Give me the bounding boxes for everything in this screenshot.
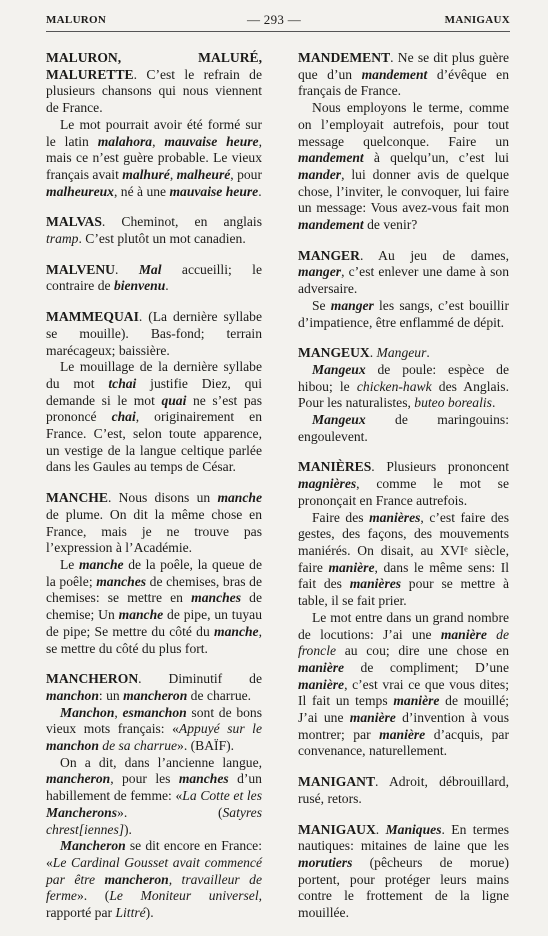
text-run: (pêcheurs de morue) portent, pour protéger leurs mains contre le frottement de la ligne mouillée.: [298, 854, 509, 921]
entry-paragraph: [298, 610, 509, 760]
emphasis: manières: [349, 576, 402, 592]
entry-paragraph: [46, 309, 262, 359]
text-run: Le: [60, 556, 79, 572]
text-run: ,: [152, 133, 165, 149]
italic-text: Le Moniteur universel: [109, 888, 259, 904]
entry-paragraph: [298, 345, 509, 362]
text-run: . (La dernière syllabe se mouille). Bas-fond; terrain marécageux; baissière.: [46, 309, 262, 358]
entry-paragraph: [46, 755, 262, 839]
italic-text: Satyres chrest[iennes]: [46, 804, 262, 837]
text-run: , c’est enlever une dame à son adversaire.: [298, 264, 509, 297]
emphasis: Mangeux: [312, 361, 366, 377]
text-run: de mouillé; J’ai une: [298, 693, 510, 726]
entry-paragraph: [46, 214, 262, 247]
text-run: ,: [114, 704, 123, 720]
text-run: Le mot entre dans un grand nombre de locutions: J’ai une: [298, 609, 509, 642]
text-run: ).: [145, 905, 154, 921]
text-run: .: [375, 821, 386, 837]
emphasis: Maniques: [385, 821, 442, 837]
entry-paragraph: [46, 262, 262, 295]
text-run: pour se mettre à table, il se fait prier.: [298, 576, 509, 609]
entry-manigant: [298, 774, 509, 807]
headword: MANIGAUX: [298, 821, 376, 837]
text-run: d’un habillement de femme: «: [46, 771, 262, 804]
emphasis: mauvaise heure: [164, 133, 259, 149]
running-head-left: MALURON: [46, 14, 107, 26]
text-run: .: [258, 183, 262, 199]
entry-paragraph: [46, 838, 262, 922]
emphasis: morutiers: [298, 854, 353, 870]
text-run: , né à une: [113, 183, 170, 199]
text-run: , se mettre du côté du plus fort.: [46, 623, 262, 656]
entry-paragraph: [298, 412, 509, 445]
text-run: , rapporté par: [46, 888, 262, 921]
emphasis: magnières: [298, 476, 357, 492]
italic-text: Littré: [115, 905, 146, 921]
text-run: Le mot pourrait avoir été formé sur le latin: [46, 116, 262, 149]
entry-manigaux: [298, 822, 509, 922]
entry-paragraph: [46, 117, 262, 201]
entry-paragraph: [298, 362, 509, 412]
text-run: . Ne se dit plus guère que d’un: [298, 50, 509, 82]
emphasis: mandement: [361, 66, 428, 82]
text-run: d’acquis, par convenance, naturellement.: [298, 726, 509, 759]
text-run: de maringouins: engoulevent.: [298, 412, 509, 444]
text-run: , lui donner avis de quelque chose, l’inviter, le convoquer, lui faire un message: Vous avez-vous fait mon: [298, 166, 509, 216]
text-run: accueilli; le contraire de: [46, 261, 262, 294]
text-run: ». (BAÏF).: [177, 738, 235, 754]
text-run: d’évêque en français de France.: [298, 66, 509, 99]
text-run: . C’est le refrain de plusieurs chansons qui nous viennent de France.: [46, 66, 262, 116]
text-run: de venir?: [363, 217, 418, 233]
italic-text: Appuyé sur le: [178, 721, 262, 737]
headword: MANGER: [298, 247, 360, 263]
page-number: — 293 —: [246, 12, 302, 27]
headword: MANCHERON: [46, 671, 139, 687]
text-run: ». (: [117, 804, 223, 820]
text-run: ).: [124, 821, 132, 837]
text-run: .: [165, 278, 169, 294]
emphasis: manières: [369, 509, 421, 525]
text-run: de compliment; D’une: [344, 659, 509, 675]
entry-manieres: [298, 459, 509, 760]
text-run: Nous employons le terme, comme on l’employait autrefois, pour tout message quelconque. Faire un: [298, 100, 509, 149]
emphasis: manière: [379, 726, 426, 742]
emphasis: mauvaise heure: [169, 183, 259, 199]
entry-paragraph: [46, 490, 262, 557]
text-run: au cou; dire une chose en: [336, 643, 509, 659]
emphasis: manière: [298, 659, 345, 675]
headword: MANIGANT: [298, 774, 376, 790]
text-run: justifie Diez, qui demande si le mot: [46, 375, 262, 408]
italic-text: buteo borealis: [414, 395, 492, 411]
entry-paragraph: [298, 774, 509, 807]
text-run: .: [426, 345, 430, 361]
text-run: , originairement en France. C’est, selon toute apparence, un vestige de la langue celtique parlée dans les Gaules au temps de César.: [46, 409, 262, 475]
text-run: .: [491, 395, 496, 411]
emphasis: tchai: [108, 375, 137, 391]
italic-text: de froncle: [298, 626, 509, 659]
text-run: , c’est vrai ce que vous dites; Il fait un temps: [298, 676, 509, 709]
entry-paragraph: [298, 510, 509, 610]
emphasis: manière: [440, 626, 487, 642]
headword: MANCHE: [46, 490, 108, 506]
text-run: ne s’est pas prononcé: [46, 392, 262, 425]
text-run: de la poêle, la queue de la poêle;: [46, 556, 262, 589]
entry-malvas: [46, 214, 262, 247]
entry-mangeux: [298, 345, 509, 445]
emphasis: mandement: [298, 217, 364, 233]
text-run: de poule: espèce de hibou; le: [298, 361, 509, 394]
emphasis: Mancherons: [46, 804, 118, 820]
text-run: de plume. On dit la même chose en France, mais je ne trouve pas l’expression à l’Académie.: [46, 506, 262, 556]
entry-maluron: [46, 50, 262, 200]
text-run: : un: [98, 687, 124, 703]
text-run: d’invention à vous montrer; par: [298, 710, 509, 742]
entry-manche: [46, 490, 262, 657]
right-column: [298, 50, 509, 936]
emphasis: manger: [330, 297, 374, 313]
entry-paragraph: [298, 822, 509, 922]
emphasis: Mancheron: [60, 838, 126, 854]
headword: MAMMEQUAI: [46, 309, 139, 325]
italic-text: tramp: [46, 231, 79, 247]
headword: MALVENU: [46, 261, 115, 277]
emphasis: mancheron: [123, 687, 188, 703]
text-run: . Plusieurs prononcent: [371, 459, 509, 475]
entry-paragraph: [46, 50, 262, 117]
emphasis: bienvenu: [113, 278, 166, 294]
emphasis: manches: [96, 573, 147, 589]
text-run: de pipe, un tuyau de pipe; Se mettre du côté du: [46, 607, 262, 639]
text-run: .: [369, 345, 377, 361]
entry-paragraph: [46, 671, 262, 704]
emphasis: Mal: [138, 261, 162, 277]
emphasis: manche: [78, 556, 124, 572]
entry-manger: [298, 248, 509, 332]
headword: MANGEUX: [298, 345, 370, 361]
text-run: , pour: [230, 166, 263, 182]
entry-malvenu: [46, 262, 262, 295]
emphasis: malhuré: [122, 166, 170, 182]
text-run: des Anglais. Pour les naturalistes,: [298, 378, 509, 411]
text-run: , c’est faire des gestes, des façons, des mouvements maniérés. On disait, au XVIᵉ siècle, faire: [298, 509, 509, 575]
text-run: sont de bons vieux mots français: «: [46, 704, 263, 737]
entry-paragraph: [298, 100, 509, 234]
text-run: ,: [169, 166, 177, 182]
italic-text: Mangeur: [376, 345, 427, 361]
emphasis: manière: [393, 693, 440, 709]
emphasis: manière: [349, 710, 396, 726]
text-run: , comme le mot se prononçait en France autrefois.: [298, 476, 509, 508]
text-run: les sangs, c’est bouillir d’impatience, être enflammé de dépit.: [298, 297, 509, 330]
text-run: . Au jeu de dames,: [359, 247, 509, 263]
italic-text: La Cotte et les: [182, 788, 262, 804]
italic-text: chicken-hawk: [356, 378, 432, 394]
running-head-right: MANIGAUX: [444, 14, 510, 26]
emphasis: Manchon: [60, 704, 115, 720]
text-run: , pour les: [110, 771, 179, 787]
text-run: . C’est plutôt un mot canadien.: [78, 231, 246, 247]
emphasis: manger: [298, 264, 342, 280]
headword: MANIÈRES: [298, 459, 372, 475]
left-column: [46, 50, 262, 936]
text-run: , dans le même sens: Il fait des: [298, 559, 510, 592]
emphasis: chai: [111, 409, 136, 425]
entry-mammequai: [46, 309, 262, 476]
emphasis: malahora: [97, 133, 153, 149]
text-run: . Diminutif de: [138, 671, 262, 687]
emphasis: manière: [298, 676, 345, 692]
emphasis: manches: [178, 771, 229, 787]
emphasis: quai: [161, 392, 187, 408]
text-run: , mais ce n’est guère probable. Le vieux français avait: [46, 133, 262, 182]
emphasis: manche: [214, 623, 259, 639]
text-run: de chemises, bras de chemises: se mettre en: [46, 573, 262, 606]
emphasis: Mangeux: [312, 412, 366, 428]
emphasis: manche: [217, 490, 262, 506]
text-run: . Nous disons un: [107, 490, 218, 506]
italic-text: Le Cardinal Gousset avait commencé par être: [46, 854, 262, 887]
entry-paragraph: [46, 359, 262, 476]
text-run: ». (: [76, 888, 110, 904]
text-run: Le mouillage de la dernière syllabe du mot: [46, 359, 262, 391]
text-run: Faire des: [312, 509, 370, 525]
entry-paragraph: [46, 705, 262, 755]
entry-mandement: [298, 50, 509, 234]
text-run: Se: [312, 297, 331, 313]
text-run: à quelqu’un, c’est lui: [363, 150, 509, 166]
entry-paragraph: [298, 50, 509, 100]
text-run: . Adroit, débrouillard, rusé, retors.: [298, 774, 509, 806]
entry-mancheron: [46, 671, 262, 922]
italic-text: de sa charrue: [98, 738, 178, 754]
emphasis: manches: [191, 590, 241, 606]
entry-paragraph: [298, 459, 509, 509]
emphasis: manchon: [46, 738, 99, 754]
emphasis: malheureux: [46, 183, 114, 199]
emphasis: esmanchon: [122, 704, 187, 720]
emphasis: manière: [328, 559, 375, 575]
text-run: . Cheminot, en anglais: [101, 214, 262, 230]
emphasis: mander: [298, 166, 342, 182]
entry-paragraph: [298, 248, 509, 298]
italic-text: , travailleur de ferme: [46, 871, 263, 904]
header-rule: [46, 31, 510, 32]
emphasis: malheuré: [176, 166, 231, 182]
emphasis: manchon: [46, 687, 99, 703]
emphasis: mandement: [298, 150, 364, 166]
headword: MALURON, MALURÉ, MALURETTE: [46, 50, 262, 82]
text-run: . En termes nautiques: mitaines de laine que les: [298, 821, 510, 854]
emphasis: mancheron: [46, 771, 111, 787]
text-run: de charrue.: [187, 687, 252, 703]
text-run: .: [114, 261, 139, 277]
emphasis: mancheron: [104, 871, 169, 887]
headword: MANDEMENT: [298, 50, 391, 65]
entry-paragraph: [46, 557, 262, 657]
text-run: On a dit, dans l’ancienne langue,: [60, 754, 262, 770]
text-run: de chemise; Un: [46, 590, 262, 623]
headword: MALVAS: [46, 214, 102, 230]
text-run: se dit encore en France: «: [46, 838, 262, 870]
emphasis: manche: [118, 607, 164, 623]
entry-paragraph: [298, 298, 509, 331]
